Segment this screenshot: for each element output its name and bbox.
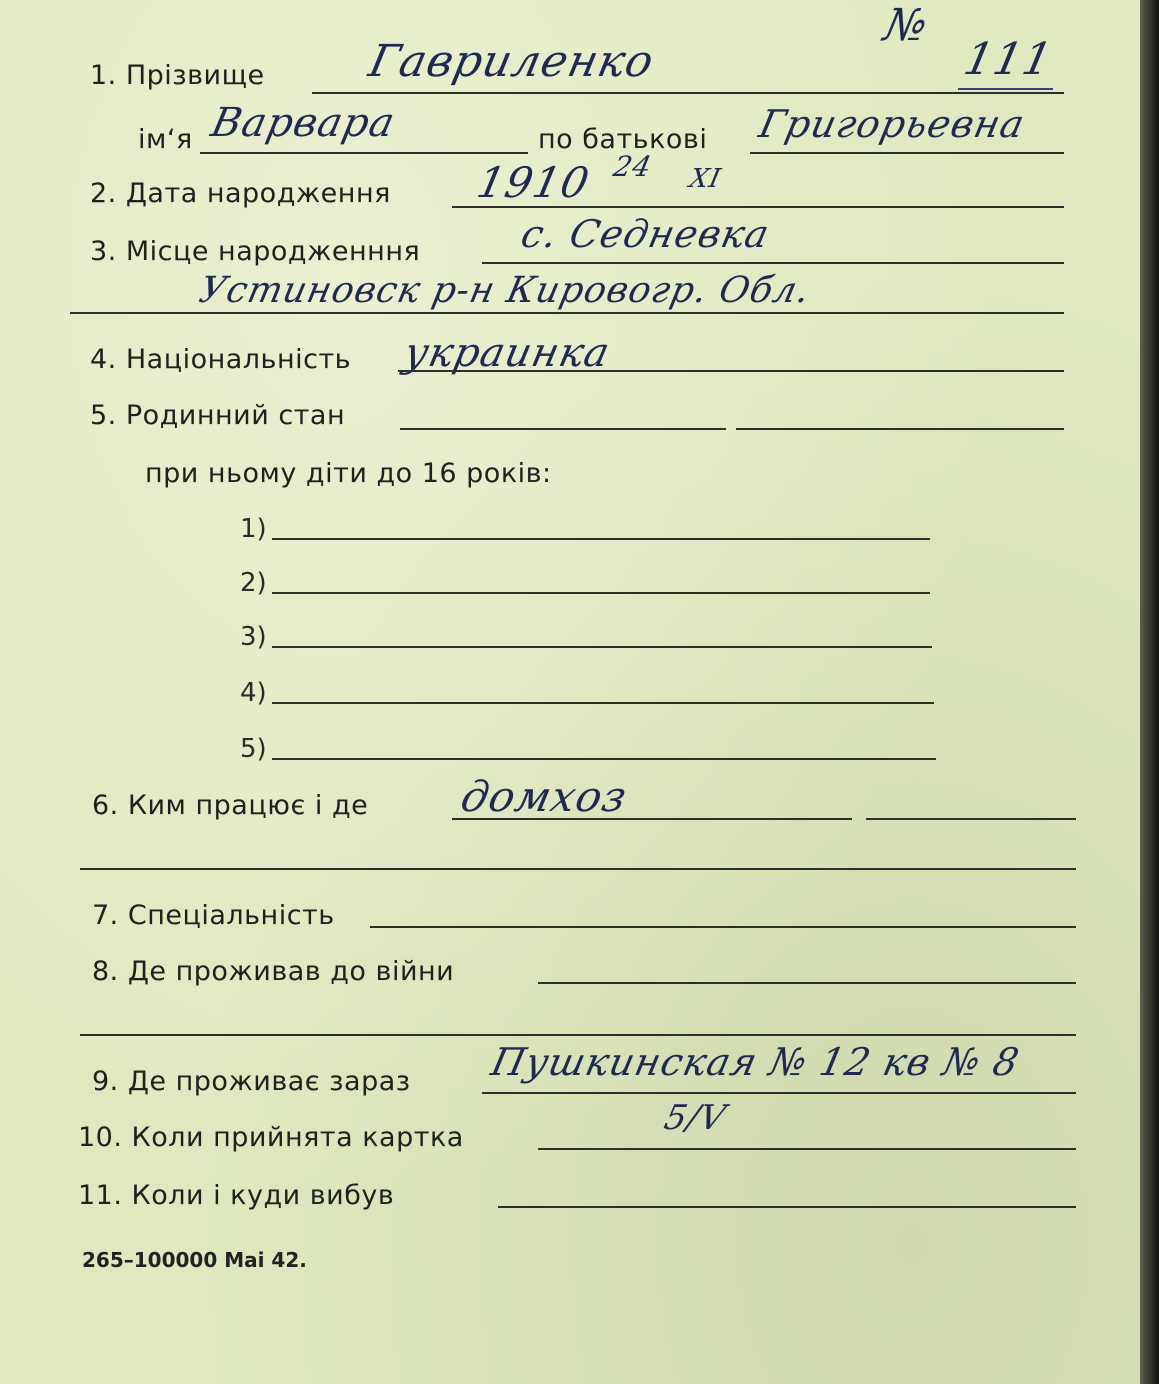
surname-label: 1. Прізвище (90, 60, 265, 91)
child-item-5: 5) (240, 734, 267, 764)
child-item-1: 1) (240, 514, 267, 544)
family-status-line-2 (736, 428, 1064, 430)
print-info: 265–100000 Mai 42. (82, 1248, 307, 1272)
background-edge (1140, 0, 1159, 1384)
prewar-residence-line2 (80, 1034, 1076, 1036)
prewar-residence-label: 8. Де проживав до війни (92, 956, 455, 987)
first-name-label: ім‘я (138, 124, 193, 155)
surname-value: Гавриленко (364, 36, 659, 87)
family-status-label: 5. Родинний стан (90, 400, 346, 431)
patronymic-label: по батькові (538, 124, 708, 155)
card-number: 111 (959, 34, 1058, 85)
card-accepted-value: 5/V (660, 1098, 730, 1138)
child-line-3 (272, 646, 932, 648)
current-residence-label: 9. Де проживає зараз (92, 1066, 411, 1097)
birth-place-line (482, 262, 1064, 264)
birth-place-value: с. Седневка (517, 212, 774, 256)
birth-place-label: 3. Місце народженння (90, 236, 421, 267)
child-line-2 (272, 592, 930, 594)
patronymic-value: Григорьевна (755, 102, 1030, 146)
current-residence-value: Пушкинская № 12 кв № 8 (487, 1040, 1024, 1084)
birth-year-value: 1910 (472, 158, 595, 207)
child-item-2: 2) (240, 568, 267, 598)
card-number-underline (958, 88, 1053, 90)
surname-line (312, 92, 1064, 94)
patronymic-line (750, 152, 1064, 154)
nationality-label: 4. Національність (90, 344, 352, 375)
nationality-value: украинка (400, 330, 615, 376)
first-name-line (200, 152, 528, 154)
occupation-line-2 (866, 818, 1076, 820)
departed-line (498, 1206, 1076, 1208)
specialty-line (370, 926, 1076, 928)
family-status-line (400, 428, 726, 430)
card-accepted-line (538, 1148, 1076, 1150)
birth-month-value: XI (686, 164, 724, 194)
current-residence-line (482, 1092, 1076, 1094)
child-item-3: 3) (240, 622, 267, 652)
occupation-line2 (80, 868, 1076, 870)
child-line-4 (272, 702, 934, 704)
specialty-label: 7. Спеціальність (92, 900, 335, 931)
occupation-label: 6. Ким працює і де (92, 790, 369, 821)
departed-label: 11. Коли і куди вибув (78, 1180, 395, 1211)
number-mark: № (879, 0, 934, 51)
first-name-value: Варвара (207, 100, 400, 146)
birth-place-line2 (70, 312, 1064, 314)
birth-day-value: 24 (610, 150, 656, 183)
birth-date-label: 2. Дата народження (90, 178, 391, 209)
children-label: при ньому діти до 16 років: (145, 458, 552, 489)
card-accepted-label: 10. Коли прийнята картка (78, 1122, 464, 1153)
occupation-value: домхоз (456, 772, 632, 821)
birth-place-value-line2: Устиновск р-н Кировогр. Обл. (195, 270, 815, 311)
child-line-1 (272, 538, 930, 540)
child-line-5 (272, 758, 936, 760)
child-item-4: 4) (240, 678, 267, 708)
prewar-residence-line (538, 982, 1076, 984)
